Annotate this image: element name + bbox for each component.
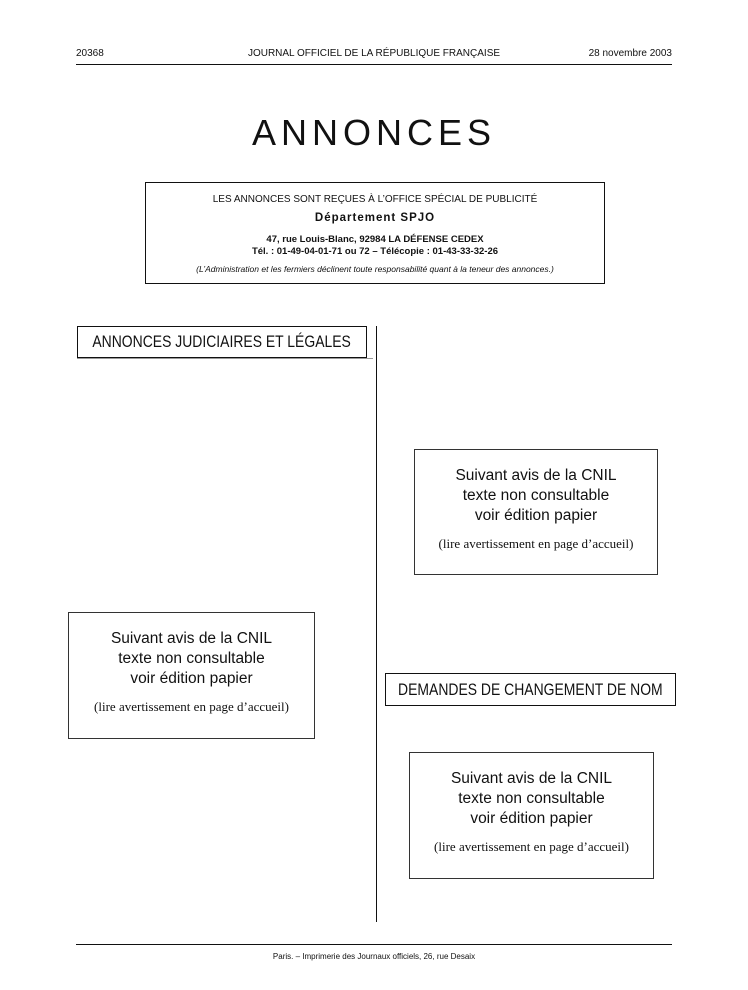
cnil-line2: texte non consultable	[458, 790, 605, 807]
cnil-note: (lire avertissement en page d’accueil)	[434, 839, 629, 854]
cnil-line2: texte non consultable	[462, 487, 610, 504]
cnil-line1: Suivant avis de la CNIL	[110, 630, 273, 647]
page-title: ANNONCES	[251, 112, 497, 153]
section-heading-judiciaires	[77, 326, 367, 358]
info-intro: LES ANNONCES SONT REÇUES À L’OFFICE SPÉCIAL DE PUBLICITÉ	[212, 194, 538, 205]
cnil-note: (lire avertissement en page d’accueil)	[94, 699, 289, 714]
cnil-line1: Suivant avis de la CNIL	[455, 467, 617, 484]
section-heading-changement-nom	[385, 673, 676, 706]
publicity-info-box	[145, 182, 605, 284]
info-department: Département SPJO	[314, 212, 436, 224]
page-number: 20368	[76, 48, 104, 59]
cnil-line1: Suivant avis de la CNIL	[450, 770, 613, 787]
section-heading-changement-nom-label: DEMANDES DE CHANGEMENT DE NOM	[398, 679, 663, 699]
issue-date: 28 novembre 2003	[588, 48, 672, 59]
info-disclaimer: (L’Administration et les fermiers déclinent toute responsabilité quant à la teneur des annonces.)	[196, 264, 554, 274]
section-heading-judiciaires-label: ANNONCES JUDICIAIRES ET LÉGALES	[92, 332, 352, 351]
cnil-line3: voir édition papier	[470, 810, 593, 827]
journal-title: JOURNAL OFFICIEL DE LA RÉPUBLIQUE FRANÇAISE	[247, 48, 501, 59]
cnil-notice-box	[68, 612, 315, 739]
printer-footer: Paris. – Imprimerie des Journaux officiels, 26, rue Desaix	[272, 952, 476, 961]
cnil-line3: voir édition papier	[130, 670, 253, 687]
column-divider	[376, 326, 377, 922]
cnil-notice-box	[414, 449, 658, 575]
cnil-note: (lire avertissement en page d’accueil)	[438, 536, 634, 551]
section-underline	[77, 358, 373, 359]
cnil-notice-box	[409, 752, 654, 879]
cnil-line2: texte non consultable	[118, 650, 265, 667]
info-phone: Tél. : 01-49-04-01-71 ou 72 – Télécopie : 01-43-33-32-26	[251, 246, 499, 257]
cnil-line3: voir édition papier	[474, 507, 598, 524]
info-address: 47, rue Louis-Blanc, 92984 LA DÉFENSE CEDEX	[266, 234, 484, 245]
header-divider	[76, 64, 672, 65]
footer-divider	[76, 944, 672, 945]
